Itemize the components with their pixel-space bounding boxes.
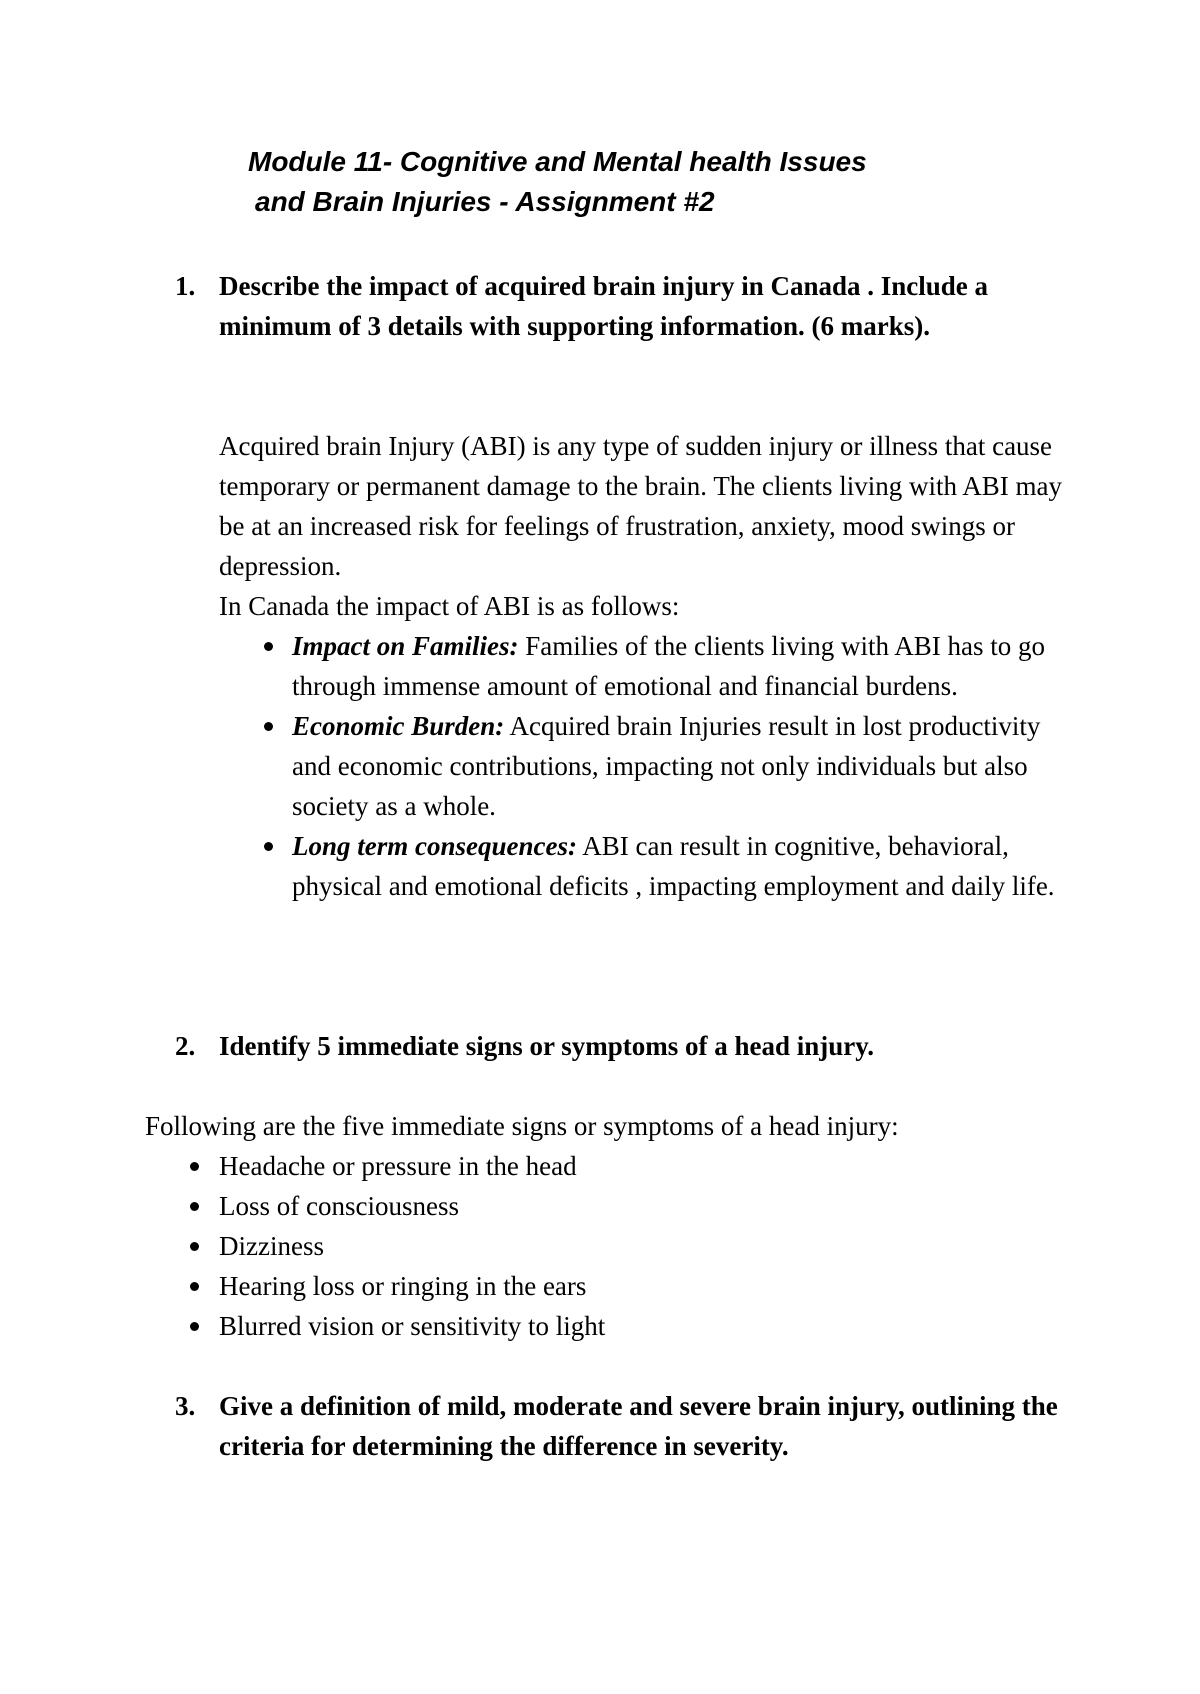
answer-1-intro: In Canada the impact of ABI is as follows:: [219, 591, 680, 621]
answer-2-intro: Following are the five immediate signs or symptoms of a head injury:: [145, 1111, 899, 1141]
question-3: [175, 1386, 1075, 1466]
list-item: [292, 706, 1082, 826]
list-item-text: Families of the clients living with ABI has to go through immense amount of emotional and financial burdens.: [292, 631, 1045, 701]
list-item: [219, 1186, 1019, 1226]
list-item: [219, 1266, 1019, 1306]
question-text: Describe the impact of acquired brain injury in Canada . Include a minimum of 3 details with supporting information. (6 marks).: [219, 271, 989, 341]
answer-1-paragraph: Acquired brain Injury (ABI) is any type of sudden injury or illness that cause temporary or permanent damage to the brain. The clients living with ABI may be at an increased risk for feelings of frustration, anxiety, mood swings or depression.: [219, 431, 1063, 581]
list-item: [219, 1226, 1019, 1266]
bullet-icon: [190, 1282, 199, 1291]
list-item-text: Blurred vision or sensitivity to light: [219, 1311, 606, 1341]
list-item-text: Hearing loss or ringing in the ears: [219, 1271, 587, 1301]
list-item-lead: Economic Burden:: [292, 711, 505, 741]
list-item: [292, 626, 1082, 706]
list-item-text: ABI can result in cognitive, behavioral, physical and emotional deficits , impacting employment and daily life.: [292, 831, 1055, 901]
question-1: [175, 266, 1075, 346]
question-number: 3.: [175, 1391, 196, 1421]
bullet-icon: [190, 1322, 199, 1331]
symptom-list: [219, 1146, 1019, 1346]
document-title: [248, 142, 867, 222]
bullet-icon: [190, 1202, 199, 1211]
bullet-icon: [190, 1162, 199, 1171]
list-item-lead: Impact on Families:: [292, 631, 519, 661]
list-item: [219, 1146, 1019, 1186]
title-line-2: and Brain Injuries - Assignment #2: [255, 186, 715, 217]
bullet-icon: [264, 842, 273, 851]
impact-list: [292, 626, 1082, 906]
answer-1-body: [219, 426, 1079, 626]
question-text: Identify 5 immediate signs or symptoms of a head injury.: [219, 1031, 875, 1061]
question-number: 2.: [175, 1031, 196, 1061]
question-number: 1.: [175, 271, 196, 301]
list-item-lead: Long term consequences:: [292, 831, 577, 861]
list-item: [219, 1306, 1019, 1346]
list-item-text: Acquired brain Injuries result in lost productivity and economic contributions, impacting not only individuals but also society as a whole.: [292, 711, 1041, 821]
bullet-icon: [264, 642, 273, 651]
question-2: [175, 1026, 1075, 1066]
bullet-icon: [190, 1242, 199, 1251]
list-item: [292, 826, 1082, 906]
question-text: Give a definition of mild, moderate and severe brain injury, outlining the criteria for determining the difference in severity.: [219, 1391, 1058, 1461]
title-line-1: Module 11- Cognitive and Mental health Issues: [248, 146, 867, 177]
list-item-text: Headache or pressure in the head: [219, 1151, 577, 1181]
bullet-icon: [264, 722, 273, 731]
list-item-text: Dizziness: [219, 1231, 324, 1261]
list-item-text: Loss of consciousness: [219, 1191, 459, 1221]
